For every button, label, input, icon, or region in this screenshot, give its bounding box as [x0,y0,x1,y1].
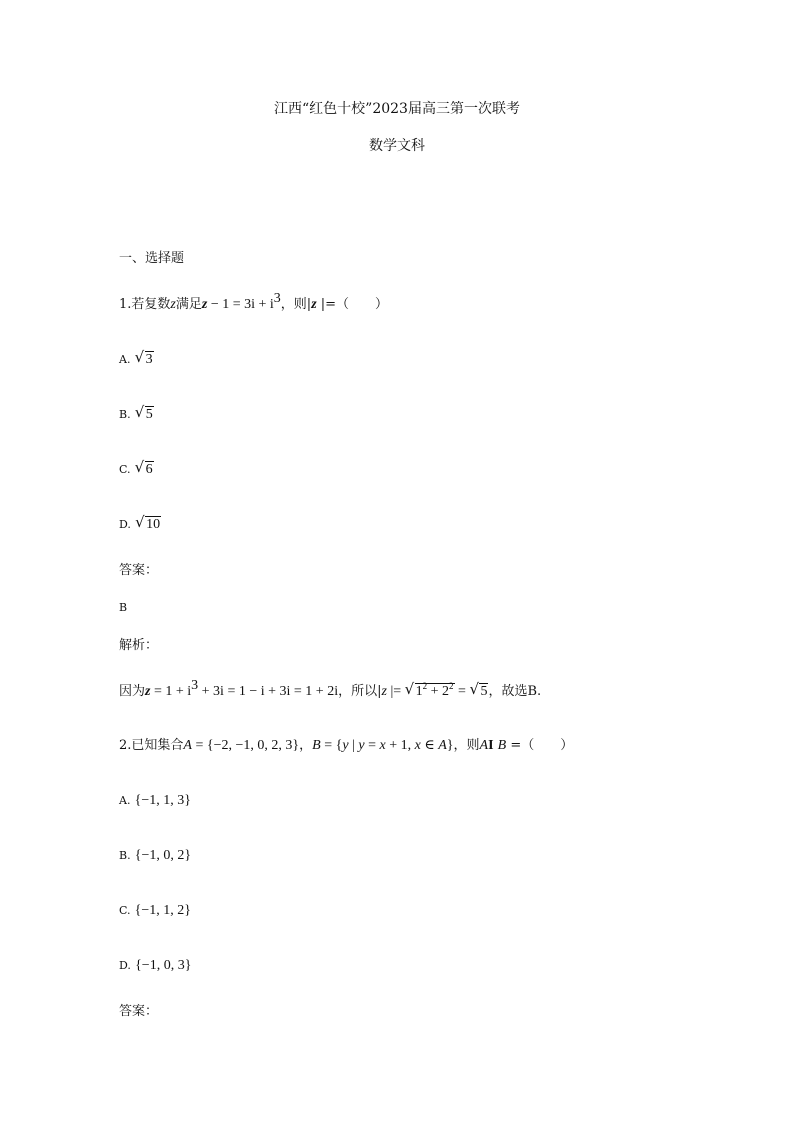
q1-tail: |=（ ） [316,297,389,312]
analysis-z: z [145,684,151,699]
q2-in-sym: ∈ [420,738,439,753]
radicand: 3 [145,352,153,367]
q2-set-b-close: } [446,738,454,753]
radicand: 5 [480,684,488,699]
analysis-eq-a: = 1 + i [150,684,192,699]
q2-set-a-def: = {−2, −1, 0, 2, 3} [191,738,300,753]
option-letter: B. [119,408,131,421]
q2-set-b-def: = { [320,738,343,753]
question-1-stem [119,291,389,314]
q2-inter-a: A [479,738,489,753]
question-2-stem [119,737,573,755]
section-heading: 一、选择题 [119,251,185,266]
q2-option-d [119,957,191,975]
q2-var-x: x [379,738,386,753]
option-value: {−1, 0, 3} [135,958,192,973]
q2-var-x: x [414,738,421,753]
q1-mid-text: 满足 [175,297,202,312]
q2-inter-sym: I [488,738,494,753]
q2-inter-b: B [497,738,507,753]
radicand-term: 1 [415,684,423,699]
option-letter: D. [119,959,131,972]
radicand-plus: + 2 [427,684,450,699]
analysis-prefix: 因为 [119,684,146,699]
analysis-eq-d: = [454,684,470,699]
radicand [415,683,455,699]
option-letter: A. [119,794,131,807]
q1-analysis [119,678,542,701]
radicand-exp: 2 [449,681,454,691]
analysis-eq-b: + 3i = 1 − i + 3i = 1 + 2i [198,684,339,699]
q1-eq-rest: − 1 = 3i + i [207,297,274,312]
q2-prefix: 2.已知集合 [119,738,184,753]
q1-then-text: ，则| [280,297,312,312]
q2-then-text: ，则 [453,738,480,753]
sqrt-expression [136,351,154,369]
radicand: 5 [145,407,153,422]
option-letter: A. [119,353,131,366]
q1-var-z: z [170,297,176,312]
option-letter: D. [119,518,131,531]
q2-option-a [119,792,191,810]
option-value: {−1, 1, 3} [134,793,191,808]
q1-eq-z: z [201,297,208,312]
q1-option-b [119,406,154,424]
page-title: 江西“红色十校”2023届高三第一次联考 [274,101,520,117]
analysis-exp: 3 [191,678,199,693]
analysis-tail: ，故选B. [488,684,542,699]
q2-answer-label: 答案： [119,1004,159,1019]
q2-tail: =（ ） [506,738,574,753]
option-letter: C. [119,904,131,917]
q2-sep: ， [299,738,313,753]
q1-analysis-label: 解析： [119,638,159,653]
page-subtitle: 数学文科 [369,138,425,154]
q1-option-a [119,351,154,369]
q2-var-y: y [358,738,365,753]
sqrt-expression [136,516,161,534]
q2-set-b-name: B [312,738,321,753]
q2-option-b [119,847,191,865]
q1-abs-z: z [311,297,317,312]
q1-option-d [119,516,161,534]
radicand: 10 [146,517,161,532]
analysis-mid: ，所以| [338,684,382,699]
q1-answer: B [119,601,128,614]
sqrt-expression [136,461,154,479]
analysis-eq-c: |= [386,684,405,699]
sqrt-expression [136,406,154,424]
option-letter: C. [119,463,131,476]
sqrt-expression [470,683,488,701]
q1-eq-exp: 3 [273,291,281,306]
q2-set-b-plus: + 1, [385,738,415,753]
radicand-exp: 2 [422,681,428,691]
q2-option-c [119,902,191,920]
q2-set-a-name: A [183,738,192,753]
q2-a-ref: A [438,738,447,753]
option-value: {−1, 1, 2} [134,903,192,918]
sqrt-expression [406,683,455,701]
q2-var-y: y [342,738,349,753]
q1-answer-label: 答案： [119,563,159,578]
q1-prefix: 1.若复数 [119,297,171,312]
option-value: {−1, 0, 2} [134,848,192,863]
analysis-abs-z: z [381,684,387,699]
q1-option-c [119,461,154,479]
radicand: 6 [145,462,153,477]
option-letter: B. [119,849,131,862]
q2-set-b-eq: = [364,738,380,753]
q2-bar: | [348,738,359,753]
